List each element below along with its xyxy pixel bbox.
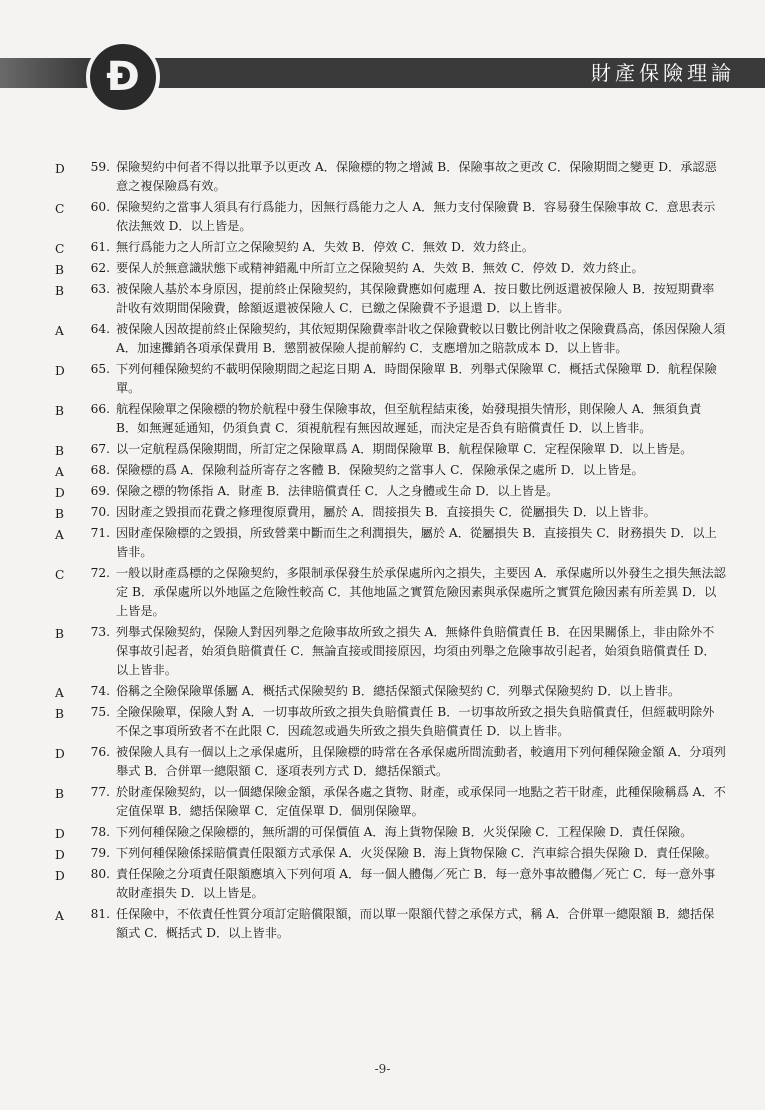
answer-letter: D bbox=[55, 486, 65, 500]
question-text: 下列何種保險之保險標的，無所謂的可保價值 A．海上貨物保險 B．火災保險 C．工程保險 D．責任保險。 bbox=[116, 825, 693, 839]
question-list bbox=[0, 158, 765, 945]
question-text: 全險保險單，保險人對 A．一切事故所致之損失負賠償責任 B．一切事故所致之損失負賠償責任，但經載明除外不保之事項所致者不在此限 C．因疏忽或過失所致之損失負賠償責任 D．以上皆非。 bbox=[116, 705, 715, 738]
question-text: 保險契約中何者不得以批單予以更改 A．保險標的物之增減 B．保險事故之更改 C．保險期間之變更 D．承認惡意之複保險爲有效。 bbox=[116, 160, 717, 193]
question-number: 72. bbox=[90, 566, 110, 580]
question-text: 被保險人基於本身原因，提前終止保險契約，其保險費應如何處理 A．按日數比例返還被保險人 B．按短期費率計收有效期間保險費，餘額返還被保險人 C．已繳之保險費不予退還 D．以上皆非。 bbox=[116, 282, 715, 315]
answer-letter: B bbox=[55, 787, 64, 801]
question-item bbox=[0, 743, 765, 781]
question-number: 78. bbox=[90, 825, 110, 839]
question-number: 70. bbox=[90, 505, 110, 519]
answer-letter: B bbox=[55, 627, 64, 641]
question-item bbox=[0, 703, 765, 741]
question-number: 61. bbox=[90, 240, 110, 254]
question-item bbox=[0, 400, 765, 438]
question-number: 68. bbox=[90, 463, 110, 477]
question-item bbox=[0, 280, 765, 318]
question-item bbox=[0, 259, 765, 278]
question-text: 保險契約之當事人須具有行爲能力，因無行爲能力之人 A．無力支付保險費 B．容易發生保險事故 C．意思表示依法無效 D．以上皆是。 bbox=[116, 200, 716, 233]
question-item bbox=[0, 682, 765, 701]
question-item bbox=[0, 783, 765, 821]
question-item bbox=[0, 198, 765, 236]
answer-letter: C bbox=[55, 568, 65, 582]
dragon-logo-icon bbox=[86, 40, 160, 114]
answer-letter: A bbox=[55, 528, 64, 542]
question-text: 以一定航程爲保險期間，所訂定之保險單爲 A．期間保險單 B．航程保險單 C．定程保險單 D．以上皆是。 bbox=[116, 442, 693, 456]
question-text: 保險之標的物係指 A．財產 B．法律賠償責任 C．人之身體或生命 D．以上皆是。 bbox=[116, 484, 559, 498]
question-text: 無行爲能力之人所訂立之保險契約 A．失效 B．停效 C．無效 D．效力終止。 bbox=[116, 240, 534, 254]
question-number: 77. bbox=[90, 785, 110, 799]
question-number: 80. bbox=[90, 867, 110, 881]
answer-letter: B bbox=[55, 707, 64, 721]
question-text: 一般以財產爲標的之保險契約，多限制承保發生於承保處所內之損失，主要因 A．承保處所以外發生之損失無法認定 B．承保處所以外地區之危險性較高 C．其他地區之實質危險因素與承保處所之實質危險因素有所差異 D．以上皆是。 bbox=[116, 566, 726, 618]
question-item bbox=[0, 524, 765, 562]
answer-letter: D bbox=[55, 869, 65, 883]
question-number: 76. bbox=[90, 745, 110, 759]
question-item bbox=[0, 320, 765, 358]
question-number: 64. bbox=[90, 322, 110, 336]
question-number: 67. bbox=[90, 442, 110, 456]
question-item bbox=[0, 623, 765, 680]
question-number: 63. bbox=[90, 282, 110, 296]
question-item bbox=[0, 461, 765, 480]
question-text: 航程保險單之保險標的物於航程中發生保險事故，但至航程結束後，始發現損失情形，則保險人 A．無須負責 B．如無遲延通知，仍須負責 C．須視航程有無因故遲延，而決定是否負有賠償責任 D．以上皆非。 bbox=[116, 402, 702, 435]
answer-letter: A bbox=[55, 324, 64, 338]
question-text: 保險標的爲 A．保險利益所寄存之客體 B．保險契約之當事人 C．保險承保之處所 D．以上皆是。 bbox=[116, 463, 644, 477]
question-item bbox=[0, 564, 765, 621]
question-number: 66. bbox=[90, 402, 110, 416]
question-text: 俗稱之全險保險單係屬 A．概括式保險契約 B．總括保額式保險契約 C．列舉式保險契約 D．以上皆非。 bbox=[116, 684, 681, 698]
answer-letter: D bbox=[55, 162, 65, 176]
question-text: 因財產保險標的之毀損，所致營業中斷而生之利潤損失，屬於 A．從屬損失 B．直接損失 C．財務損失 D．以上皆非。 bbox=[116, 526, 717, 559]
logo-glyph: Ð bbox=[106, 54, 140, 100]
answer-letter: C bbox=[55, 242, 65, 256]
question-item bbox=[0, 440, 765, 459]
answer-letter: D bbox=[55, 364, 65, 378]
question-number: 81. bbox=[90, 907, 110, 921]
question-text: 被保險人具有一個以上之承保處所，且保險標的時常在各承保處所間流動者，較適用下列何種保險金額 A．分項列舉式 B．合併單一總限額 C．逐項表列方式 D．總括保額式。 bbox=[116, 745, 726, 778]
question-number: 75. bbox=[90, 705, 110, 719]
question-text: 於財產保險契約，以一個總保險金額，承保各處之貨物、財產，或承保同一地點之若干財產，此種保險稱爲 A．不定值保單 B．總括保險單 C．定值保單 D．個別保險單。 bbox=[116, 785, 726, 818]
question-text: 下列何種保險係採賠償責任限額方式承保 A．火災保險 B．海上貨物保險 C．汽車綜合損失保險 D．責任保險。 bbox=[116, 846, 717, 860]
question-number: 79. bbox=[90, 846, 110, 860]
question-number: 71. bbox=[90, 526, 110, 540]
question-number: 69. bbox=[90, 484, 110, 498]
answer-letter: C bbox=[55, 202, 65, 216]
question-number: 73. bbox=[90, 625, 110, 639]
question-item bbox=[0, 503, 765, 522]
question-text: 下列何種保險契約不載明保險期間之起迄日期 A．時間保險單 B．列舉式保險單 C．概括式保險單 D．航程保險單。 bbox=[116, 362, 717, 395]
question-number: 60. bbox=[90, 200, 110, 214]
question-item bbox=[0, 823, 765, 842]
page-title: 財產保險理論 bbox=[591, 61, 735, 85]
question-text: 要保人於無意識狀態下或精神錯亂中所訂立之保險契約 A．失效 B．無效 C．停效 D．效力終止。 bbox=[116, 261, 644, 275]
question-number: 62. bbox=[90, 261, 110, 275]
answer-letter: B bbox=[55, 507, 64, 521]
answer-letter: B bbox=[55, 444, 64, 458]
answer-letter: B bbox=[55, 404, 64, 418]
question-item bbox=[0, 865, 765, 903]
question-item bbox=[0, 844, 765, 863]
question-text: 列舉式保險契約，保險人對因列舉之危險事故所致之損失 A．無條件負賠償責任 B．在因果關係上，非由除外不保事故引起者，始須負賠償責任 C．無論直接或間接原因，均須由列舉之危險事故引起者，始須負賠償責任 D．以上皆非。 bbox=[116, 625, 716, 677]
answer-letter: D bbox=[55, 827, 65, 841]
question-text: 因財產之毀損而花費之修理復原費用，屬於 A．間接損失 B．直接損失 C．從屬損失 D．以上皆非。 bbox=[116, 505, 656, 519]
question-number: 74. bbox=[90, 684, 110, 698]
answer-letter: A bbox=[55, 909, 64, 923]
answer-letter: A bbox=[55, 465, 64, 479]
answer-letter: D bbox=[55, 848, 65, 862]
question-number: 65. bbox=[90, 362, 110, 376]
question-text: 被保險人因故提前終止保險契約，其依短期保險費率計收之保險費較以日數比例計收之保險費爲高，係因保險人須 A．加速攤銷各項承保費用 B．懲罰被保險人提前解約 C．支應增加之賠款成本 D．以上皆非。 bbox=[116, 322, 726, 355]
question-text: 任保險中，不依責任性質分項訂定賠償限額，而以單一限額代替之承保方式，稱 A．合併單一總限額 B．總括保額式 C．概括式 D．以上皆非。 bbox=[116, 907, 715, 940]
question-item bbox=[0, 482, 765, 501]
answer-letter: B bbox=[55, 263, 64, 277]
question-number: 59. bbox=[90, 160, 110, 174]
page-number: -9- bbox=[374, 1062, 391, 1076]
answer-letter: A bbox=[55, 686, 64, 700]
question-text: 責任保險之分項責任限額應填入下列何項 A．每一個人體傷／死亡 B．每一意外事故體傷／死亡 C．每一意外事故財產損失 D．以上皆是。 bbox=[116, 867, 716, 900]
answer-letter: D bbox=[55, 747, 65, 761]
question-item bbox=[0, 360, 765, 398]
question-item bbox=[0, 158, 765, 196]
answer-letter: B bbox=[55, 284, 64, 298]
question-item bbox=[0, 238, 765, 257]
question-item bbox=[0, 905, 765, 943]
